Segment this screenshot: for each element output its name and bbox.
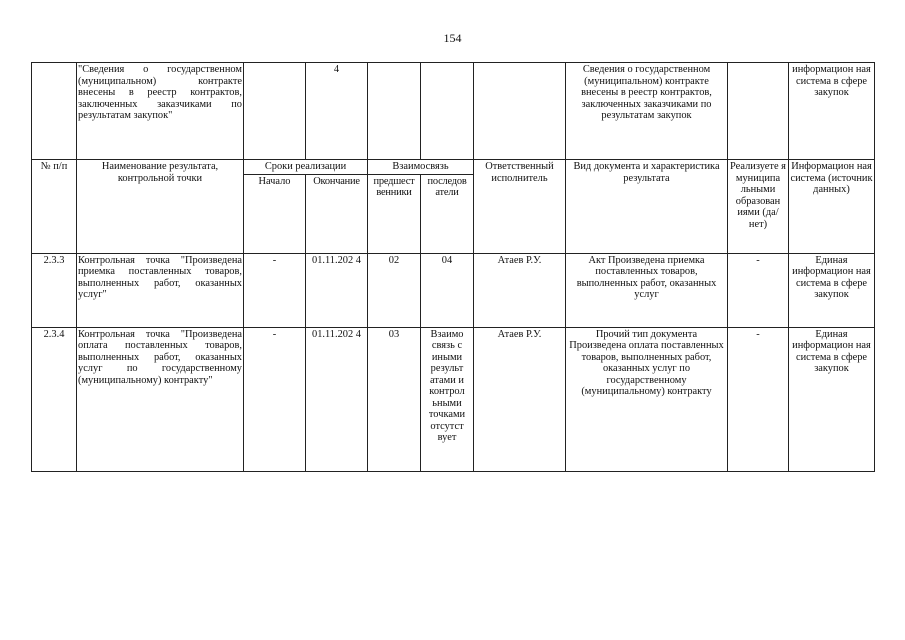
header-name: Наименование результата, контрольной точки (77, 160, 244, 254)
cell-end: 4 (306, 63, 368, 160)
cell-info: информацион ная система в сфере закупок (789, 63, 875, 160)
cell-start (244, 63, 306, 160)
cell-pred (368, 63, 421, 160)
header-municipal: Реализуете я муниципа льными образован иями (да/нет) (728, 160, 789, 254)
cell-num: 2.3.3 (32, 253, 77, 327)
page-number: 154 (443, 31, 462, 45)
header-end: Окончание (306, 174, 368, 253)
header-succ: последов атели (421, 174, 474, 253)
table-row (32, 327, 875, 471)
cell-num (32, 63, 77, 160)
header-relation: Взаимосвязь (368, 160, 474, 175)
cell-pred: 02 (368, 253, 421, 327)
header-pred: предшест венники (368, 174, 421, 253)
cell-num: 2.3.4 (32, 327, 77, 471)
header-doc: Вид документа и характеристика результата (566, 160, 728, 254)
header-timing: Сроки реализации (244, 160, 368, 175)
cell-executor (474, 63, 566, 160)
header-info: Информацион ная система (источник данных) (789, 160, 875, 254)
cell-municipal: - (728, 253, 789, 327)
cell-succ: Взаимо связь с иными результ атами и контрол ьными точками отсутст вует (421, 327, 474, 471)
cell-name: Контрольная точка "Произведена оплата поставленных товаров, выполненных работ, оказанных услуг по государственному (муниципальному) контракту" (77, 327, 244, 471)
cell-name: Контрольная точка "Произведена приемка поставленных товаров, выполненных работ, оказанных услуг" (77, 253, 244, 327)
cell-doc: Прочий тип документа Произведена оплата поставленных товаров, выполненных работ, оказанных услуг по государственному (муниципальному) контракту (566, 327, 728, 471)
cell-start: - (244, 327, 306, 471)
cell-end: 01.11.202 4 (306, 327, 368, 471)
cell-executor: Атаев Р.У. (474, 327, 566, 471)
table-row (32, 253, 875, 327)
header-num: № п/п (32, 160, 77, 254)
cell-end: 01.11.202 4 (306, 253, 368, 327)
header-start: Начало (244, 174, 306, 253)
cell-pred: 03 (368, 327, 421, 471)
cell-doc: Акт Произведена приемка поставленных товаров, выполненных работ, оказанных услуг (566, 253, 728, 327)
cell-succ: 04 (421, 253, 474, 327)
cell-start: - (244, 253, 306, 327)
cell-municipal (728, 63, 789, 160)
cell-name: "Сведения о государственном (муниципальном) контракте внесены в реестр контрактов, заключенных заказчиками по результатам закупок" (77, 63, 244, 160)
control-points-table (31, 62, 875, 472)
header-executor: Ответственный исполнитель (474, 160, 566, 254)
cell-info: Единая информацион ная система в сфере закупок (789, 327, 875, 471)
table-row (32, 63, 875, 160)
cell-doc: Сведения о государственном (муниципальном) контракте внесены в реестр контрактов, заключенных заказчиками по результатам закупок (566, 63, 728, 160)
header-row (32, 160, 875, 175)
cell-executor: Атаев Р.У. (474, 253, 566, 327)
cell-municipal: - (728, 327, 789, 471)
cell-succ (421, 63, 474, 160)
cell-info: Единая информацион ная система в сфере закупок (789, 253, 875, 327)
